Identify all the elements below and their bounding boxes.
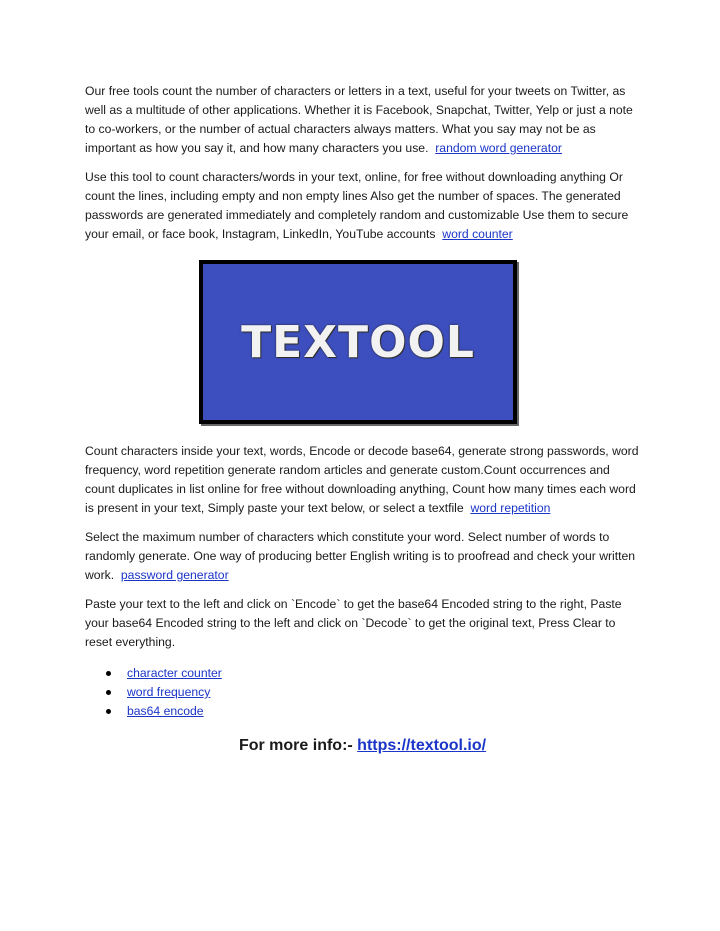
random-word-generator-link[interactable]: random word generator (435, 141, 562, 155)
paragraph-4 (85, 528, 640, 585)
paragraph-1 (85, 82, 640, 158)
logo-text: TEXTOOL (241, 316, 475, 368)
textool-url-link[interactable]: https://textool.io/ (357, 737, 487, 754)
list-item (85, 664, 640, 683)
paragraph-5-text: Paste your text to the left and click on `Encode` to get the base64 Encoded string to the right, Paste your base64 Encoded string to the left and click on `Decode` to get the original text, Press Clear to reset everything. (85, 597, 622, 649)
list-item (85, 683, 640, 702)
bullet-link-list (85, 664, 640, 721)
base64-encode-link[interactable]: bas64 encode (127, 704, 204, 718)
paragraph-2 (85, 168, 640, 244)
footer-label: For more info:- (238, 737, 353, 754)
word-counter-link[interactable]: word counter (442, 227, 513, 241)
bullet-icon (106, 709, 111, 714)
paragraph-4-text: Select the maximum number of characters which constitute your word. Select number of words to randomly generate. One way of producing better English writing is to proofread and check your written work. (85, 530, 636, 582)
paragraph-1-text: Our free tools count the number of characters or letters in a text, useful for your tweets on Twitter, as well as a multitude of other applications. Whether it is Facebook, Snapchat, Twitter, Yelp or just a note to co-workers, or the number of actual characters always matters. What you say may not be as important as how you say it, and how many characters you use. (85, 84, 633, 155)
paragraph-3-text: Count characters inside your text, words, Encode or decode base64, generate strong passwords, word frequency, word repetition generate random articles and generate custom.Count occurrences and count duplicates in list online for free without downloading anything, Count how many times each word is present in your text, Simply paste your text below, or select a textfile (85, 444, 639, 515)
password-generator-link[interactable]: password generator (120, 568, 229, 582)
bullet-icon (106, 690, 111, 695)
word-frequency-link[interactable]: word frequency (127, 685, 211, 699)
bullet-icon (106, 671, 111, 676)
textool-logo-image (199, 260, 517, 424)
paragraph-2-text: Use this tool to count characters/words in your text, online, for free without downloading anything Or count the lines, including empty and non empty lines Also get the number of spaces. The generated passwords are generated immediately and completely random and customizable Use them to secure your email, or face book, Instagram, LinkedIn, YouTube accounts (85, 170, 629, 241)
word-repetition-link[interactable]: word repetition (470, 501, 551, 515)
document-content (85, 82, 640, 755)
list-item (85, 702, 640, 721)
paragraph-5 (85, 595, 640, 652)
footer-info (85, 737, 640, 755)
character-counter-link[interactable]: character counter (127, 666, 222, 680)
paragraph-3 (85, 442, 640, 518)
